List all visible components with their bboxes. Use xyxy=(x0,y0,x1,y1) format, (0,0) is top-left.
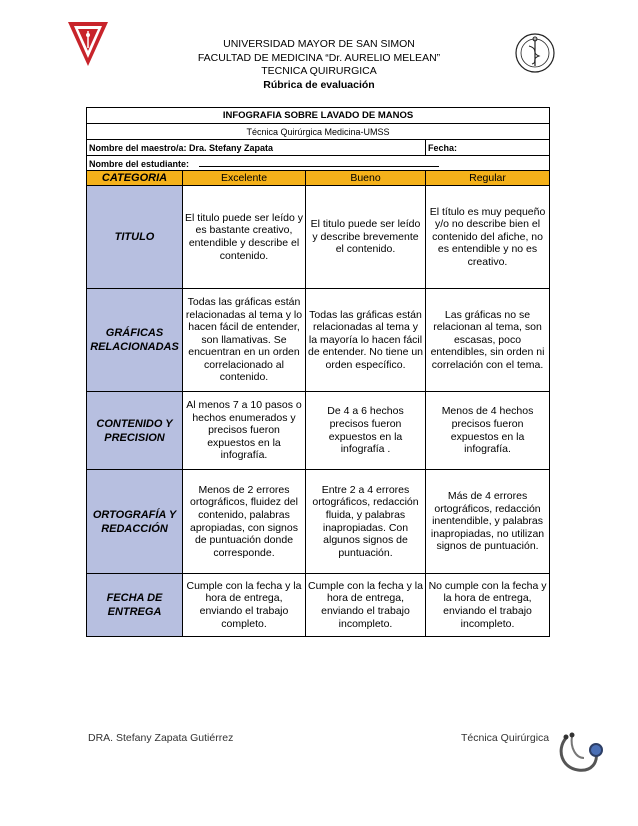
excelente-cell: Cumple con la fecha y la hora de entrega, enviando el trabajo completo. xyxy=(183,574,306,637)
criterion-label: CONTENIDO Y PRECISION xyxy=(87,392,183,470)
stethoscope-icon xyxy=(552,728,612,788)
criterion-label: TITULO xyxy=(87,186,183,289)
bueno-cell: Todas las gráficas están relacionadas al tema y la mayoría lo hacen fácil de entender. No tiene un orden específico. xyxy=(306,289,426,392)
student-name-field xyxy=(87,156,550,171)
teacher-name-field: Nombre del maestro/a: Dra. Stefany Zapata xyxy=(87,140,426,156)
university-name: UNIVERSIDAD MAYOR DE SAN SIMON xyxy=(223,38,415,50)
regular-cell: Más de 4 errores ortográficos, redacción inentendible, y palabras inapropiadas, no utilizan signos de puntuación. xyxy=(426,470,550,574)
column-header-excelente: Excelente xyxy=(183,171,306,186)
table-row xyxy=(87,289,550,392)
table-row xyxy=(87,392,550,470)
criterion-label: GRÁFICAS RELACIONADAS xyxy=(87,289,183,392)
excelente-cell: Menos de 2 errores ortográficos, fluidez del contenido, palabras apropiadas, con signos de puntuación donde corresponde. xyxy=(183,470,306,574)
table-row xyxy=(87,574,550,637)
date-field: Fecha: xyxy=(426,140,550,156)
criterion-label: FECHA DE ENTREGA xyxy=(87,574,183,637)
regular-cell: No cumple con la fecha y la hora de entrega, enviando el trabajo incompleto. xyxy=(426,574,550,637)
regular-cell: Menos de 4 hechos precisos fueron expuestos en la infografía. xyxy=(426,392,550,470)
rubric-table xyxy=(86,107,550,637)
bueno-cell: Cumple con la fecha y la hora de entrega, enviando el trabajo incompleto. xyxy=(306,574,426,637)
student-label: Nombre del estudiante: xyxy=(89,159,190,169)
column-header-regular: Regular xyxy=(426,171,550,186)
excelente-cell: Todas las gráficas están relacionadas al tema y lo hacen fácil de entender, son llamativas. Se encuentran en un orden correlacionado al contenido. xyxy=(183,289,306,392)
excelente-cell: Al menos 7 a 10 pasos o hechos enumerados y precisos fueron expuestos en la infografía. xyxy=(183,392,306,470)
footer-author: DRA. Stefany Zapata Gutiérrez xyxy=(88,732,234,744)
footer-subject: Técnica Quirúrgica xyxy=(461,732,550,744)
criterion-label: ORTOGRAFÍA Y REDACCIÓN xyxy=(87,470,183,574)
faculty-name: FACULTAD DE MEDICINA “Dr. AURELIO MELEAN” xyxy=(197,51,441,64)
bueno-cell: Entre 2 a 4 errores ortográficos, redacción fluida, y palabras inapropiadas. Con algunos signos de puntuación. xyxy=(306,470,426,574)
regular-cell: El título es muy pequeño y/o no describe bien el contenido del afiche, no es entendible y no es creativo. xyxy=(426,186,550,289)
column-header-bueno: Bueno xyxy=(306,171,426,186)
document-type: Rúbrica de evaluación xyxy=(263,78,375,91)
bueno-cell: El titulo puede ser leído y describe brevemente el contenido. xyxy=(306,186,426,289)
rubric-header-row xyxy=(87,171,550,186)
rubric-title: INFOGRAFIA SOBRE LAVADO DE MANOS xyxy=(87,108,550,124)
table-row xyxy=(87,186,550,289)
bueno-cell: De 4 a 6 hechos precisos fueron expuestos en la infografía . xyxy=(306,392,426,470)
document-header xyxy=(0,38,638,92)
column-header-category: CATEGORIA xyxy=(87,171,183,186)
area-name: TECNICA QUIRURGICA xyxy=(261,65,377,77)
student-name-line xyxy=(199,157,439,167)
rubric-subtitle: Técnica Quirúrgica Medicina-UMSS xyxy=(87,124,550,140)
excelente-cell: El titulo puede ser leído y es bastante creativo, entendible y describe el contenido. xyxy=(183,186,306,289)
regular-cell: Las gráficas no se relacionan al tema, son escasas, poco entendibles, sin orden ni correlación con el tema. xyxy=(426,289,550,392)
table-row xyxy=(87,470,550,574)
